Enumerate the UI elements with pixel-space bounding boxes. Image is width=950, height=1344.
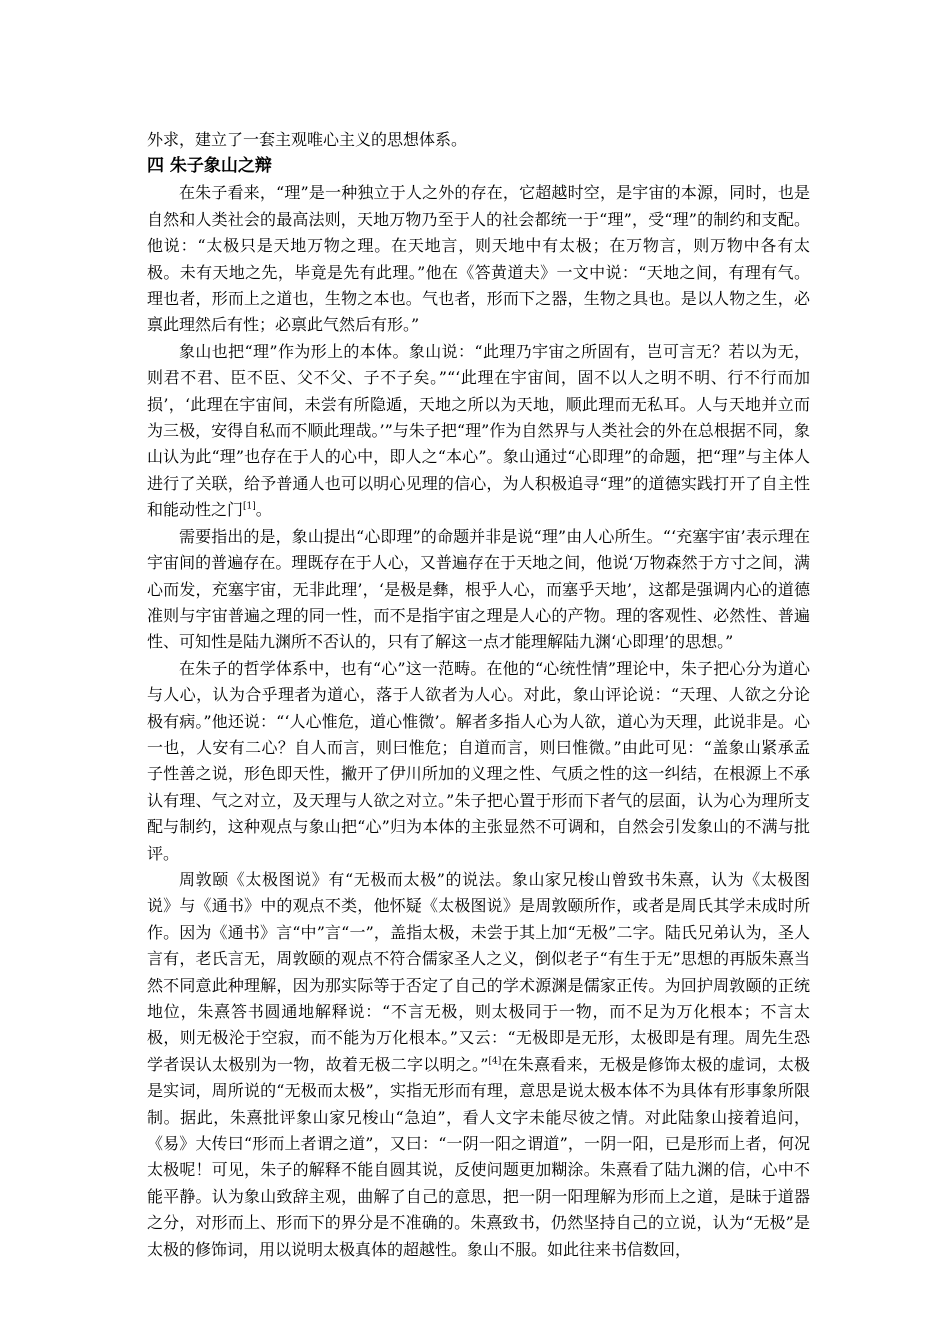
- section-heading: 四 朱子象山之辩: [147, 156, 272, 177]
- lead-in-line: 外求，建立了一套主观唯心主义的思想体系。: [147, 130, 468, 149]
- paragraph-5: [147, 867, 810, 1263]
- paragraph-5-rest: 在朱熹看来，无极是修饰太极的虚词，太极是实词，周所说的“无极而太极”，实指无形而有理，意思是说太极本体不为具体有形事象所限制。据此，朱熹批评象山家兄梭山“急迫”，看人文字未能尽彼之情。对此陆象山接着追问，《易》大传曰“形而上者谓之道”，又曰：“一阴一阳之谓道”，一阴一阳，已是形而上者，何况太极呢！可见，朱子的解释不能自圆其说，反使问题更加糊涂。朱熹看了陆九渊的信，心中不能平静。认为象山致辞主观，曲解了自己的意思，把一阴一阳理解为形而上之道，是昧于道器之分，对形而上、形而下的界分是不准确的。朱熹致书，仍然坚持自己的立说，认为“无极”是太极的修饰词，用以说明太极真体的超越性。象山不服。如此往来书信数回，: [147, 1054, 810, 1259]
- paragraph-3: 需要指出的是，象山提出“心即理”的命题并非是说“理”由人心所生。“‘充塞宇宙’表示理在宇宙间的普遍存在。理既存在于人心，又普遍存在于天地之间，他说‘万物森然于方寸之间，满心而发，充塞宇宙，无非此理’，‘是极是彝，根乎人心，而塞乎天地’，这都是强调内心的道德准则与宇宙普遍之理的同一性，而不是指宇宙之理是人心的产物。理的客观性、必然性、普遍性、可知性是陆九渊所不否认的，只有了解这一点才能理解陆九渊‘心即理’的思想。”: [147, 526, 810, 652]
- paragraph-4: 在朱子的哲学体系中，也有“心”这一范畴。在他的“心统性情”理论中，朱子把心分为道心与人心，认为合乎理者为道心，落于人欲者为人心。对此，象山评论说：“天理、人欲之分论极有病。”他还说：“‘人心惟危，道心惟微’。解者多指人心为人欲，道心为天理，此说非是。心一也，人安有二心？自人而言，则曰惟危；自道而言，则曰惟微。”由此可见：“盖象山紧承孟子性善之说，形色即天性，撇开了伊川所加的义理之性、气质之性的这一纠结，在根源上不承认有理、气之对立，及天理与人欲之对立。”朱子把心置于形而下者气的层面，认为心为理所支配与制约，这种观点与象山把“心”归为本体的主张显然不可调和，自然会引发象山的不满与批评。: [147, 658, 810, 863]
- paragraph-2: [147, 339, 810, 524]
- paragraph-1: 在朱子看来，“理”是一种独立于人之外的存在，它超越时空，是宇宙的本源，同时，也是自然和人类社会的最高法则，天地万物乃至于人的社会都统一于“理”，受“理”的制约和支配。他说：“太极只是天地万物之理。在天地言，则天地中有太极；在万物言，则万物中各有太极。未有天地之先，毕竟是先有此理。”他在《答黄道夫》一文中说：“天地之间，有理有气。理也者，形而上之道也，生物之本也。气也者，形而下之器，生物之具也。是以人物之生，必禀此理然后有性；必禀此气然后有形。”: [147, 183, 810, 335]
- paragraph-5-text: 周敦颐《太极图说》有“无极而太极”的说法。象山家兄梭山曾致书朱熹，认为《太极图说》与《通书》中的观点不类，他怀疑《太极图说》是周敦颐所作，或者是周氏其学未成时所作。因为《通书》言“中”言“一”，盖指太极，未尝于其上加“无极”二字。陆氏兄弟认为，圣人言有，老氏言无，周敦颐的观点不符合儒家圣人之义，倒似老子“有生于无”思想的再版朱熹当然不同意此种理解，因为那实际等于否定了自己的学术源渊是儒家正传。为回护周敦颐的正统地位，朱熹答书圆通地解释说：“不言无极，则太极同于一物，而不足为万化根本；不言太极，则无极沦于空寂，而不能为万化根本。”又云：“无极即是无形，太极即是有理。周先生恐学者误认太极别为一物，故着无极二字以明之。”: [147, 869, 810, 1074]
- paragraph-2-end: 。: [255, 500, 272, 520]
- document-body: [147, 127, 810, 1263]
- footnote-ref-4[interactable]: [4]: [488, 1056, 502, 1067]
- footnote-ref-1[interactable]: [1]: [243, 501, 256, 512]
- paragraph-2-text: 象山也把“理”作为形上的本体。象山说：“此理乃宇宙之所固有，岂可言无？若以为无，则君不君、臣不臣、父不父、子不子矣。”“‘此理在宇宙间，固不以人之明不明、行不行而加损’，‘此理在宇宙间，未尝有所隐遁，天地之所以为天地，顺此理而无私耳。人与天地并立而为三极，安得自私而不顺此理哉。’”与朱子把“理”作为自然界与人类社会的外在总根据不同，象山认为此“理”也存在于人的心中，即人之“本心”。象山通过“心即理”的命题，把“理”与主体人进行了关联，给予普通人也可以明心见理的信心，为人积极追寻“理”的道德实践打开了自主性和能动性之门: [147, 341, 810, 520]
